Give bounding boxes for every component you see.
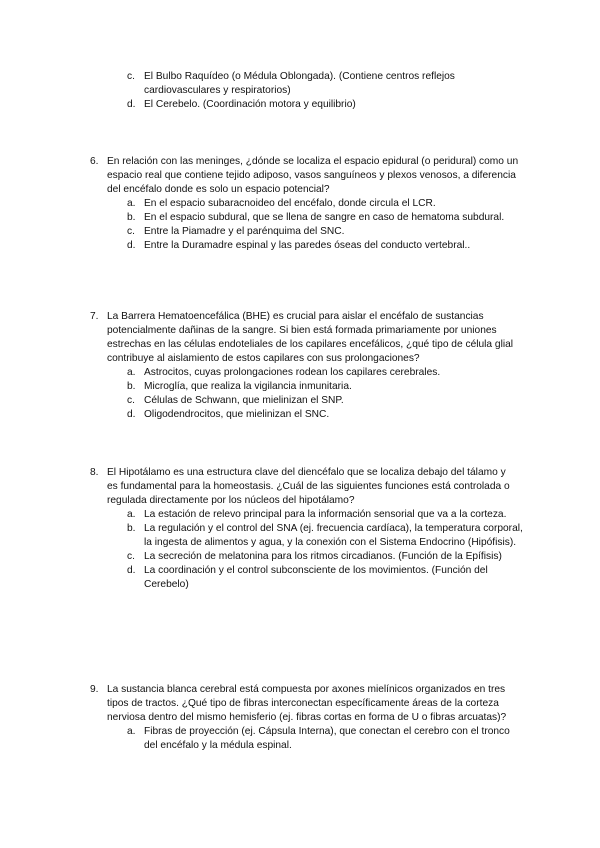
option-item <box>0 564 524 592</box>
option-letter: a. <box>127 367 136 378</box>
question-stem <box>0 683 519 725</box>
option-letter: c. <box>127 226 135 237</box>
question-stem <box>0 466 519 508</box>
question-6 <box>0 155 600 253</box>
option-item <box>0 550 524 564</box>
option-letter: a. <box>127 509 136 520</box>
option-text: Oligodendrocitos, que mielinizan el SNC. <box>144 409 330 420</box>
question-text: El Hipotálamo es una estructura clave del diencéfalo que se localiza debajo del tálamo y es fundamental para la homeostasis. ¿Cuál de las siguientes funciones está controlada o regulada directamente por los núcleos del hipotálamo? <box>107 467 510 506</box>
option-text: La coordinación y el control subconsciente de los movimientos. (Función del Cerebelo) <box>144 565 488 590</box>
option-text: Células de Schwann, que mielinizan el SNP. <box>144 395 344 406</box>
option-text: Fibras de proyección (ej. Cápsula Interna), que conectan el cerebro con el tronco del encéfalo y la médula espinal. <box>144 726 510 751</box>
option-letter: c. <box>127 551 135 562</box>
option-letter: d. <box>127 240 136 251</box>
option-item <box>0 98 524 112</box>
option-letter: c. <box>127 395 135 406</box>
question-number: 9. <box>90 684 99 695</box>
option-text: En el espacio subaracnoideo del encéfalo, donde circula el LCR. <box>144 198 436 209</box>
option-text: Astrocitos, cuyas prolongaciones rodean los capilares cerebrales. <box>144 367 441 378</box>
option-letter: d. <box>127 409 136 420</box>
option-item <box>0 522 524 550</box>
question-8 <box>0 466 600 592</box>
question-text: La Barrera Hematoencefálica (BHE) es crucial para aislar el encéfalo de sustancias potencialmente dañinas de la sangre. Si bien está formada primariamente por uniones estrechas en las células endoteliales de los capilares encefálicos, ¿qué tipo de célula glial contribuye al aislamiento de estos capilares con sus prolongaciones? <box>107 311 514 364</box>
option-text: En el espacio subdural, que se llena de sangre en caso de hematoma subdural. <box>144 212 505 223</box>
option-item <box>0 70 524 98</box>
option-letter: b. <box>127 212 136 223</box>
option-text: La secreción de melatonina para los ritmos circadianos. (Función de la Epífisis) <box>144 551 502 562</box>
intro-options <box>0 70 600 112</box>
option-item <box>0 366 524 380</box>
question-stem <box>0 155 519 197</box>
option-item <box>0 408 524 422</box>
option-text: El Cerebelo. (Coordinación motora y equilibrio) <box>144 99 356 110</box>
option-letter: d. <box>127 99 136 110</box>
option-letter: a. <box>127 726 136 737</box>
option-text: La estación de relevo principal para la información sensorial que va a la corteza. <box>144 509 507 520</box>
option-item <box>0 197 524 211</box>
question-number: 8. <box>90 467 99 478</box>
question-number: 6. <box>90 156 99 167</box>
option-item <box>0 725 524 753</box>
option-text: El Bulbo Raquídeo (o Médula Oblongada). (Contiene centros reflejos cardiovasculares y respiratorios) <box>144 71 455 96</box>
option-letter: a. <box>127 198 136 209</box>
option-letter: b. <box>127 381 136 392</box>
option-item <box>0 394 524 408</box>
question-9 <box>0 683 600 753</box>
option-item <box>0 225 524 239</box>
option-text: Microglía, que realiza la vigilancia inmunitaria. <box>144 381 352 392</box>
question-text: En relación con las meninges, ¿dónde se localiza el espacio epidural (o peridural) como un espacio real que contiene tejido adiposo, vasos sanguíneos y plexos venosos, a diferencia del encéfalo donde es solo un espacio potencial? <box>107 156 519 195</box>
question-stem <box>0 310 519 366</box>
option-letter: b. <box>127 523 136 534</box>
option-text: Entre la Piamadre y el parénquima del SNC. <box>144 226 345 237</box>
question-7 <box>0 310 600 422</box>
option-item <box>0 380 524 394</box>
option-item <box>0 211 524 225</box>
question-text: La sustancia blanca cerebral está compuesta por axones mielínicos organizados en tres tipos de tractos. ¿Qué tipo de fibras interconectan específicamente áreas de la corteza nerviosa dentro del mismo hemisferio (ej. fibras cortas en forma de U o fibras arcuatas)? <box>107 684 507 723</box>
option-item <box>0 239 524 253</box>
option-letter: d. <box>127 565 136 576</box>
option-letter: c. <box>127 71 135 82</box>
question-number: 7. <box>90 311 99 322</box>
option-text: Entre la Duramadre espinal y las paredes óseas del conducto vertebral.. <box>144 240 471 251</box>
option-item <box>0 508 524 522</box>
option-text: La regulación y el control del SNA (ej. frecuencia cardíaca), la temperatura corporal, la ingesta de alimentos y agua, y la conexión con el Sistema Endocrino (Hipófisis). <box>144 523 523 548</box>
